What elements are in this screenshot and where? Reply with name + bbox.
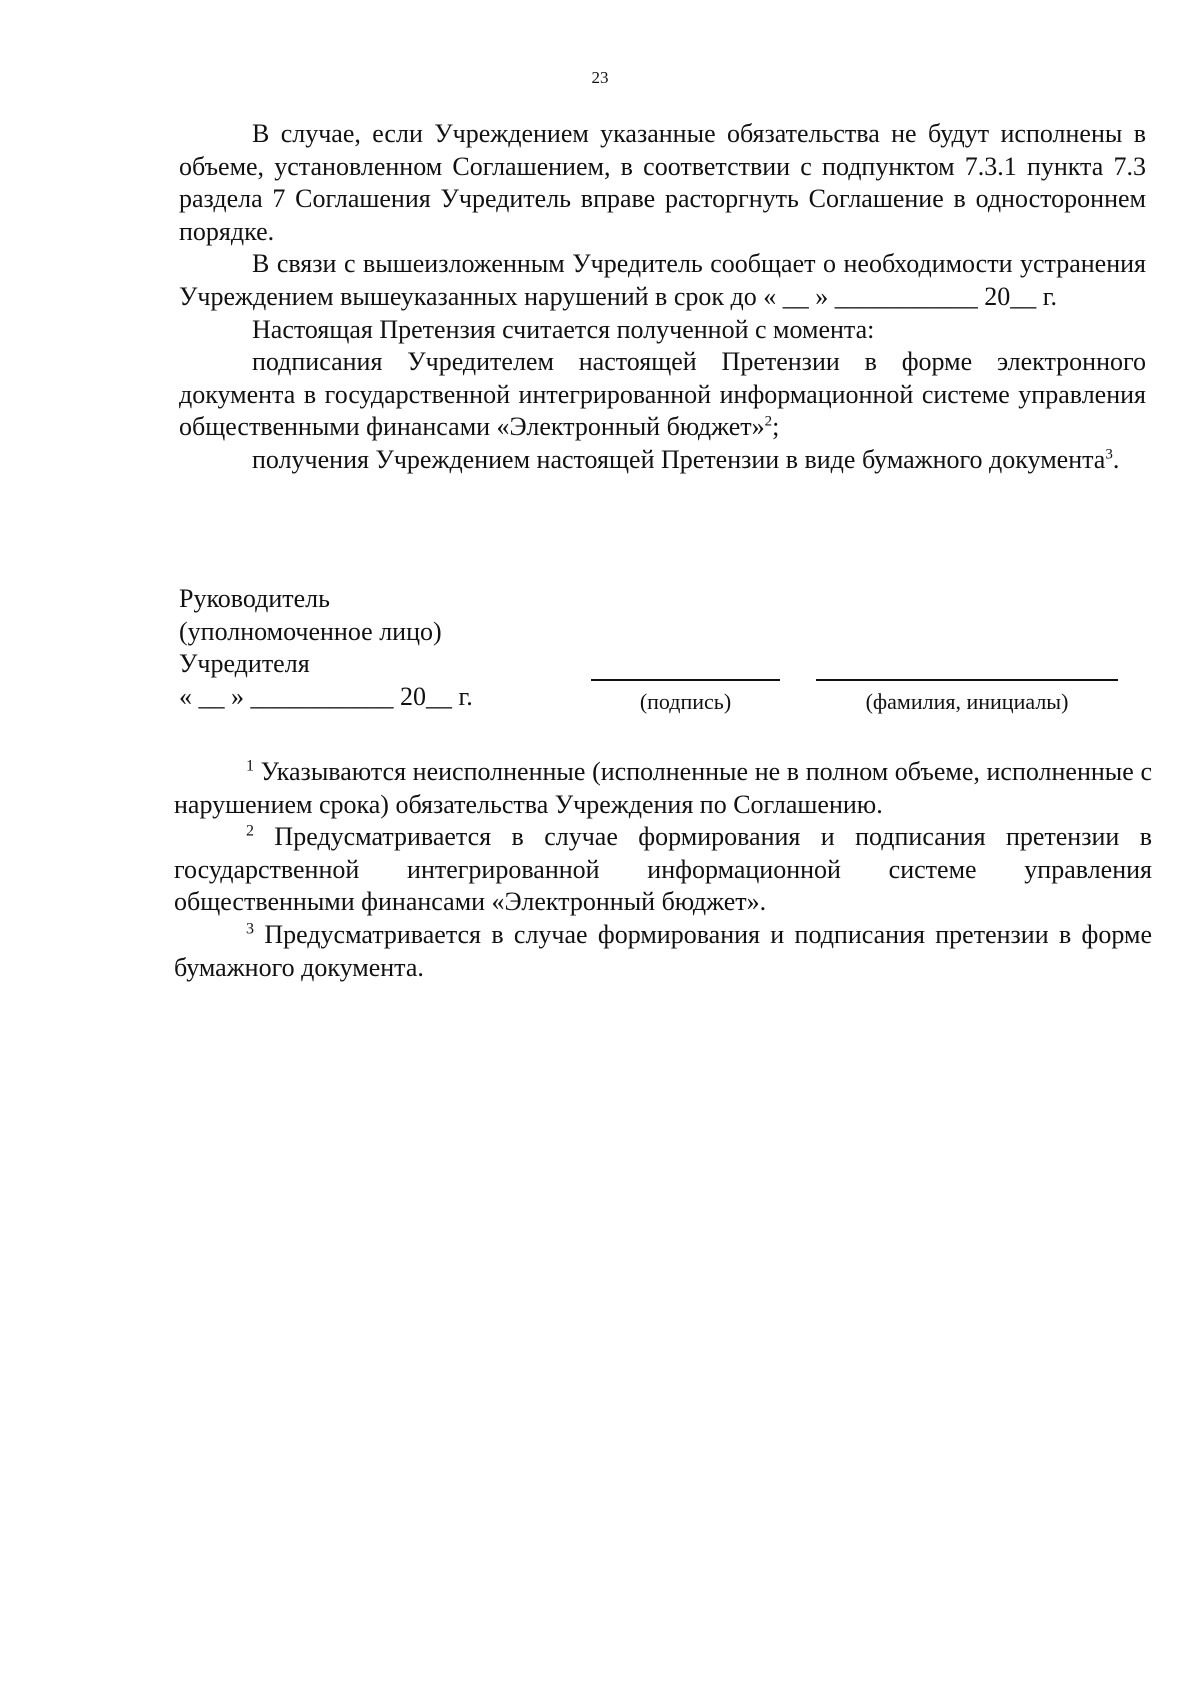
paragraph-electronic-receipt: [179, 346, 1146, 444]
paragraph-text: подписания Учредителем настоящей Претензии в форме электронного документа в государственной интегрированной информационной системе управления общественными финансами «Электронный бюджет»: [179, 347, 1146, 442]
paragraph-receipt-moment: Настоящая Претензия считается полученной с момента:: [252, 314, 875, 344]
footnote-mark: 1: [246, 757, 254, 775]
paragraph-paper-receipt: [179, 444, 1146, 477]
footnote: [174, 821, 1152, 919]
footnotes: [174, 756, 1152, 984]
paragraph-text: получения Учреждением настоящей Претензии в виде бумажного документа: [252, 444, 1106, 474]
footnote-mark: 3: [246, 920, 254, 938]
page-number: 23: [591, 68, 609, 87]
footnote-text: Предусматривается в случае формирования и подписания претензии в форме бумажного документа.: [174, 919, 1152, 982]
footnote-mark: 2: [246, 822, 254, 840]
footnote-ref: 2: [764, 413, 773, 430]
footnote-ref: 3: [1105, 446, 1113, 463]
signature-block: [179, 583, 1146, 713]
deadline-date: до « __ » ___________ 20__ г.: [730, 281, 1057, 311]
paragraph-tail: ;: [772, 412, 780, 442]
signature-date: « __ » ___________ 20__ г.: [179, 681, 473, 711]
paragraph-text: В связи с вышеизложенным Учредитель сообщает о необходимости устранения Учреждением вышеуказанных нарушений в срок: [179, 249, 1146, 311]
footnote: [174, 756, 1152, 821]
claim-body: [179, 118, 1146, 477]
footnote-text: Указываются неисполненные (исполненные не в полном объеме, исполненные с нарушением срока) обязательства Учреждения по Соглашению.: [174, 757, 1152, 819]
footnote: [174, 919, 1152, 984]
paragraph-termination-right: В случае, если Учреждением указанные обязательства не будут исполнены в объеме, установленном Соглашением, в соответствии с подпунктом 7.3.1 пункта 7.3 раздела 7 Соглашения Учредитель вправе расторгнуть Соглашение в одностороннем порядке.: [179, 119, 1146, 246]
name-line: [816, 679, 1118, 681]
signatory-line: (уполномоченное лицо): [179, 616, 442, 646]
signatory-line: Учредителя: [179, 649, 310, 679]
signature-line: [591, 679, 780, 681]
signatory-line: Руководитель: [179, 584, 330, 613]
signature-caption: (подпись): [639, 689, 732, 714]
name-caption: (фамилия, инициалы): [865, 689, 1069, 714]
footnote-text: Предусматривается в случае формирования и подписания претензии в государственной интегрированной информационной системе управления общественными финансами «Электронный бюджет».: [174, 822, 1152, 917]
paragraph-violation-notice: [179, 248, 1146, 313]
paragraph-tail: .: [1112, 444, 1120, 474]
